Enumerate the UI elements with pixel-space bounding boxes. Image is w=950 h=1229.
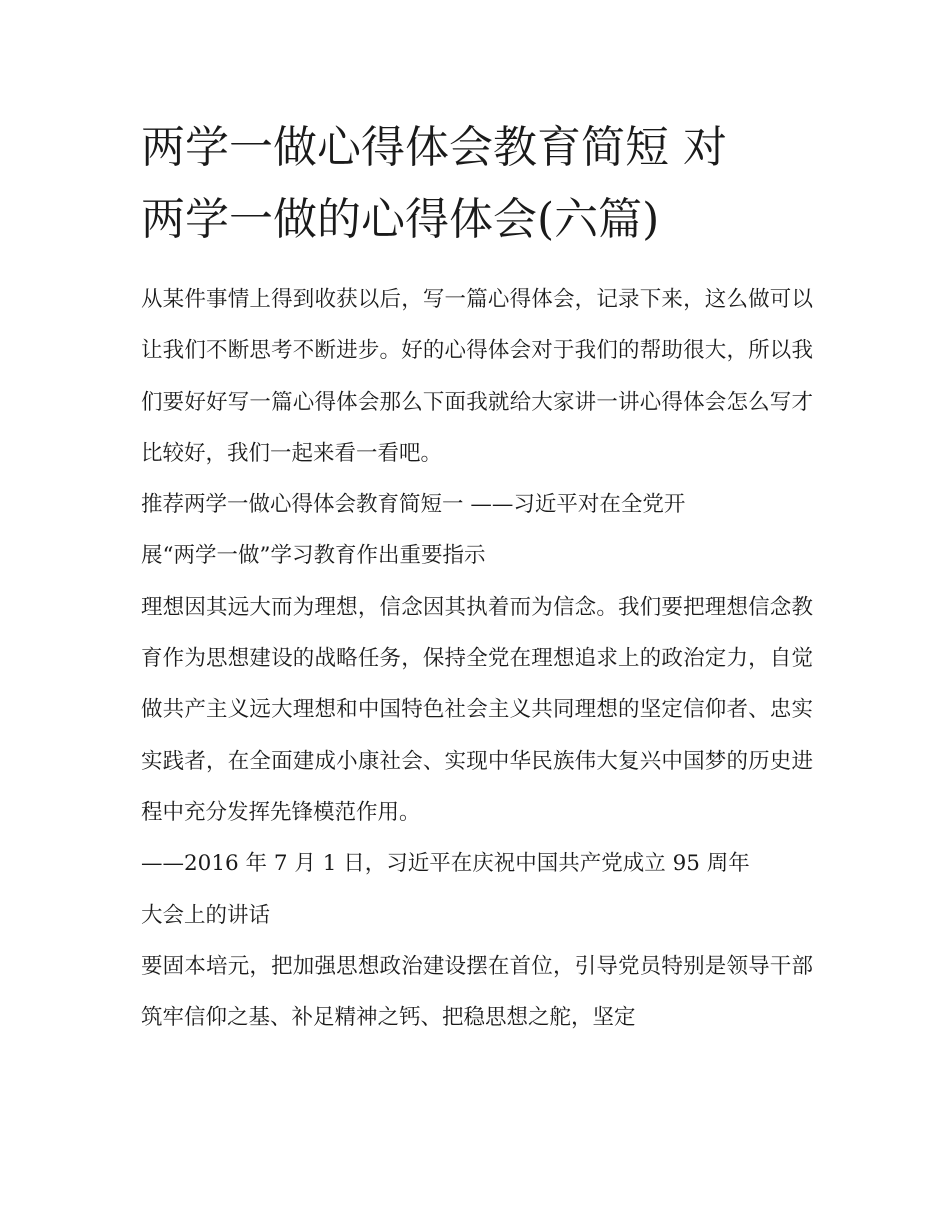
source-attribution: [141, 838, 813, 941]
document-title: [141, 112, 821, 256]
title-line-1: 两学一做心得体会教育简短 对: [141, 122, 727, 173]
body-paragraph: 理想因其远大而为理想，信念因其执着而为信念。我们要把理想信念教育作为思想建设的战略任务，保持全党在理想追求上的政治定力，自觉做共产主义远大理想和中国特色社会主义共同理想的坚定信仰者、忠实实践者，在全面建成小康社会、实现中华民族伟大复兴中国梦的历史进程中充分发挥先锋模范作用。: [141, 594, 813, 825]
section-heading-line-2: 展“两学一做”学习教育作出重要指示: [141, 543, 486, 569]
title-line-2: 两学一做的心得体会(六篇): [141, 194, 660, 245]
intro-paragraph: 从某件事情上得到收获以后，写一篇心得体会，记录下来，这么做可以让我们不断思考不断进步。好的心得体会对于我们的帮助很大，所以我们要好好写一篇心得体会那么下面我就给大家讲一讲心得体会怎么写才比较好，我们一起来看一看吧。: [141, 287, 813, 466]
source-attribution-line-1: ——2016 年 7 月 1 日，习近平在庆祝中国共产党成立 95 周年: [141, 851, 750, 877]
body-paragraph: 要固本培元，把加强思想政治建设摆在首位，引导党员特别是领导干部筑牢信仰之基、补足精神之钙、把稳思想之舵，坚定: [141, 953, 813, 1031]
source-attribution-line-2: 大会上的讲话: [141, 902, 271, 928]
section-heading: [141, 479, 813, 582]
document-body: [141, 274, 813, 1043]
section-heading-line-1: 推荐两学一做心得体会教育简短一 ——习近平对在全党开: [141, 492, 686, 518]
